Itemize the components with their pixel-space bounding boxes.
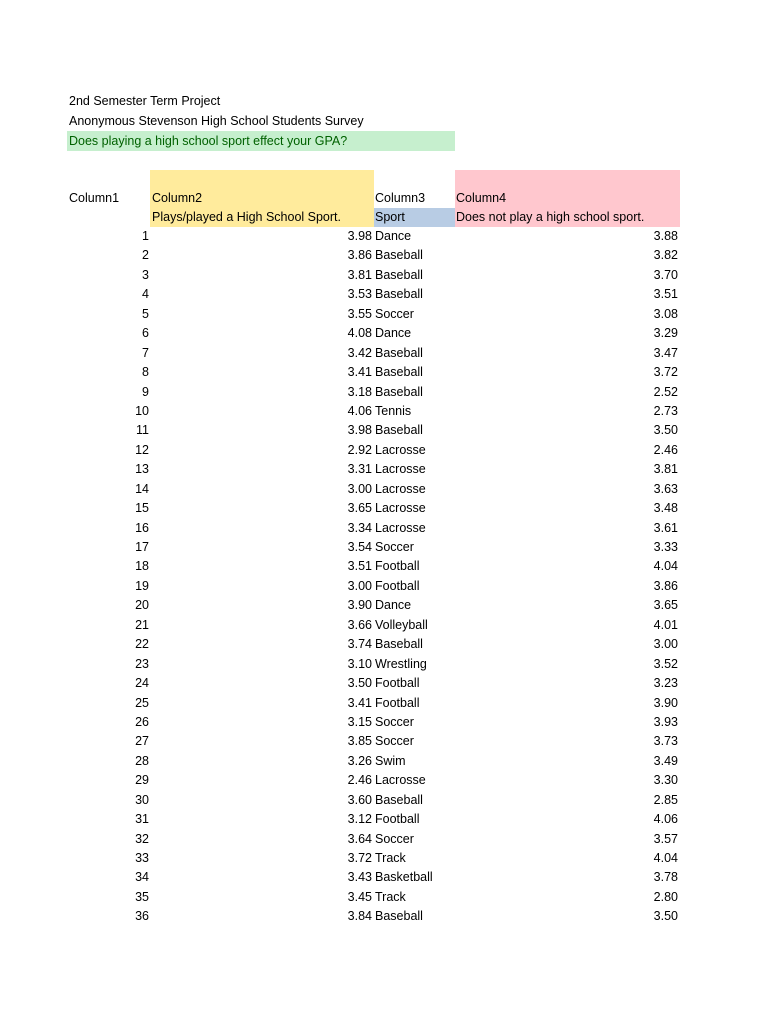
sport-name-cell[interactable]: Baseball [375, 365, 423, 380]
non-player-gpa-cell[interactable]: 3.61 [653, 520, 678, 535]
table-row [0, 577, 768, 596]
table-row [0, 480, 768, 499]
row-number-cell[interactable]: 21 [135, 617, 149, 632]
row-number-cell[interactable]: 18 [135, 559, 149, 574]
non-player-gpa-cell[interactable]: 3.47 [653, 345, 678, 360]
sport-player-gpa-cell[interactable]: 3.18 [347, 384, 372, 399]
non-player-gpa-cell[interactable]: 3.23 [653, 676, 678, 691]
sport-player-gpa-cell[interactable]: 3.64 [347, 831, 372, 846]
sport-player-gpa-cell[interactable]: 3.50 [347, 676, 372, 691]
sport-name-cell[interactable]: Soccer [375, 714, 414, 729]
sport-player-gpa-cell[interactable]: 4.06 [347, 403, 372, 418]
row-number-cell[interactable]: 11 [136, 423, 149, 438]
row-number-cell[interactable]: 1 [142, 229, 149, 243]
sport-player-gpa-cell[interactable]: 3.72 [347, 851, 372, 865]
non-player-gpa-cell[interactable]: 3.78 [653, 870, 678, 885]
sport-player-gpa-cell[interactable]: 3.55 [347, 306, 372, 321]
row-number-cell[interactable]: 19 [135, 578, 149, 593]
row-number-cell[interactable]: 13 [135, 462, 149, 477]
sport-player-gpa-cell[interactable]: 3.51 [347, 559, 372, 574]
non-player-gpa-cell[interactable]: 4.06 [653, 812, 678, 827]
non-player-gpa-cell[interactable]: 3.63 [653, 481, 678, 496]
project-title: 2nd Semester Term Project [69, 94, 221, 108]
non-player-gpa-cell[interactable]: 3.81 [653, 462, 678, 477]
table-row [0, 868, 768, 887]
non-player-gpa-cell[interactable]: 3.70 [653, 267, 678, 282]
row-number-cell[interactable]: 27 [135, 734, 149, 749]
column2-header[interactable]: Column2 [152, 191, 203, 205]
sport-name-cell[interactable]: Tennis [375, 403, 412, 418]
sport-name-cell[interactable]: Baseball [375, 345, 423, 360]
non-player-gpa-cell[interactable]: 3.72 [653, 365, 678, 380]
row-number-cell[interactable]: 2 [142, 248, 149, 263]
sport-name-cell[interactable]: Baseball [375, 248, 423, 263]
row-number-cell[interactable]: 20 [135, 598, 149, 613]
non-player-gpa-cell[interactable]: 3.86 [653, 578, 678, 593]
sport-name-cell[interactable]: Dance [375, 229, 412, 243]
non-player-gpa-cell[interactable]: 3.73 [653, 734, 678, 749]
table-row [0, 344, 768, 363]
sport-name-cell[interactable]: Baseball [375, 637, 423, 652]
row-number-cell[interactable]: 8 [142, 365, 149, 380]
table-row [0, 810, 768, 829]
survey-title: Anonymous Stevenson High School Students Survey [69, 114, 364, 128]
column4-header[interactable]: Column4 [456, 191, 507, 205]
non-player-gpa-cell[interactable]: 3.49 [653, 753, 678, 768]
table-row [0, 557, 768, 576]
sport-player-gpa-cell[interactable]: 2.46 [347, 773, 372, 788]
column3-description: Sport [375, 210, 405, 224]
row-number-cell[interactable]: 24 [135, 676, 149, 691]
non-player-gpa-cell[interactable]: 4.04 [653, 559, 678, 574]
non-player-gpa-cell[interactable]: 2.46 [653, 442, 678, 457]
non-player-gpa-cell[interactable]: 3.57 [653, 831, 678, 846]
non-player-gpa-cell[interactable]: 2.52 [653, 384, 678, 399]
sport-name-cell[interactable]: Lacrosse [375, 773, 426, 788]
non-player-gpa-cell[interactable]: 3.93 [653, 714, 678, 729]
sport-name-cell[interactable]: Lacrosse [375, 520, 426, 535]
sport-player-gpa-cell[interactable]: 3.98 [347, 423, 372, 438]
table-row [0, 538, 768, 557]
table-row [0, 752, 768, 771]
row-number-cell[interactable]: 35 [135, 889, 149, 904]
sport-player-gpa-cell[interactable]: 3.41 [347, 365, 372, 380]
row-number-cell[interactable]: 36 [135, 909, 149, 924]
table-row [0, 383, 768, 402]
row-number-cell[interactable]: 30 [135, 792, 149, 807]
sport-player-gpa-cell[interactable]: 3.31 [347, 462, 372, 477]
row-number-cell[interactable]: 14 [135, 481, 149, 496]
sport-player-gpa-cell[interactable]: 3.85 [347, 734, 372, 749]
table-row [0, 305, 768, 324]
table-row [0, 402, 768, 421]
sport-name-cell[interactable]: Baseball [375, 287, 423, 302]
sport-name-cell[interactable]: Soccer [375, 734, 414, 749]
table-row [0, 499, 768, 518]
table-row [0, 363, 768, 382]
table-row [0, 616, 768, 635]
table-row [0, 460, 768, 479]
table-row [0, 227, 768, 246]
row-number-cell[interactable]: 6 [142, 326, 149, 341]
table-row [0, 907, 768, 926]
row-number-cell[interactable]: 15 [135, 501, 149, 516]
row-number-cell[interactable]: 29 [135, 773, 149, 788]
sport-player-gpa-cell[interactable]: 3.98 [347, 229, 372, 243]
sport-name-cell[interactable]: Dance [375, 326, 412, 341]
non-player-gpa-cell[interactable]: 3.08 [653, 306, 678, 321]
non-player-gpa-cell[interactable]: 3.51 [653, 287, 678, 302]
sport-name-cell[interactable]: Baseball [375, 423, 423, 438]
table-row [0, 441, 768, 460]
sport-name-cell[interactable]: Soccer [375, 831, 414, 846]
sport-name-cell[interactable]: Dance [375, 598, 412, 613]
non-player-gpa-cell[interactable]: 3.50 [653, 423, 678, 438]
table-row [0, 830, 768, 849]
sport-name-cell[interactable]: Baseball [375, 792, 423, 807]
row-number-cell[interactable]: 9 [142, 384, 149, 399]
non-player-gpa-cell[interactable]: 3.88 [653, 229, 678, 243]
sport-name-cell[interactable]: Soccer [375, 306, 414, 321]
sport-name-cell[interactable]: Lacrosse [375, 501, 426, 516]
research-question: Does playing a high school sport effect your GPA? [69, 134, 348, 148]
sport-player-gpa-cell[interactable]: 3.54 [347, 540, 372, 554]
sport-name-cell[interactable]: Football [375, 695, 420, 710]
row-number-cell[interactable]: 10 [135, 403, 149, 418]
sport-player-gpa-cell[interactable]: 4.08 [347, 326, 372, 341]
sport-name-cell[interactable]: Baseball [375, 909, 423, 924]
row-number-cell[interactable]: 25 [135, 695, 149, 710]
non-player-gpa-cell[interactable]: 2.85 [653, 792, 678, 807]
table-row [0, 246, 768, 265]
table-row [0, 655, 768, 674]
sport-player-gpa-cell[interactable]: 3.00 [347, 578, 372, 593]
non-player-gpa-cell[interactable]: 3.33 [653, 540, 678, 554]
row-number-cell[interactable]: 7 [142, 345, 149, 360]
sport-name-cell[interactable]: Volleyball [375, 617, 428, 632]
sport-name-cell[interactable]: Football [375, 578, 420, 593]
table-row [0, 732, 768, 751]
sport-name-cell[interactable]: Swim [375, 753, 406, 768]
non-player-gpa-cell[interactable]: 2.80 [653, 889, 678, 904]
column2-description: Plays/played a High School Sport. [152, 210, 341, 224]
non-player-gpa-cell[interactable]: 4.04 [653, 851, 678, 865]
table-row [0, 266, 768, 285]
sport-player-gpa-cell[interactable]: 3.66 [347, 617, 372, 632]
non-player-gpa-cell[interactable]: 3.50 [653, 909, 678, 924]
row-number-cell[interactable]: 16 [135, 520, 149, 535]
sport-player-gpa-cell[interactable]: 3.84 [347, 909, 372, 924]
non-player-gpa-cell[interactable]: 3.90 [653, 695, 678, 710]
sport-name-cell[interactable]: Track [375, 851, 406, 865]
table-row [0, 635, 768, 654]
sport-name-cell[interactable]: Lacrosse [375, 481, 426, 496]
table-row [0, 713, 768, 732]
table-row [0, 694, 768, 713]
data-table-body [0, 227, 768, 927]
row-number-cell[interactable]: 3 [142, 267, 149, 282]
table-row [0, 596, 768, 615]
row-number-cell[interactable]: 22 [135, 637, 149, 652]
row-number-cell[interactable]: 32 [135, 831, 149, 846]
sport-player-gpa-cell[interactable]: 3.45 [347, 889, 372, 904]
sport-player-gpa-cell[interactable]: 3.90 [347, 598, 372, 613]
row-number-cell[interactable]: 34 [135, 870, 149, 885]
sport-player-gpa-cell[interactable]: 3.10 [347, 656, 372, 671]
non-player-gpa-cell[interactable]: 3.30 [653, 773, 678, 788]
non-player-gpa-cell[interactable]: 3.65 [653, 598, 678, 613]
row-number-cell[interactable]: 17 [135, 540, 149, 554]
table-row [0, 771, 768, 790]
sport-name-cell[interactable]: Football [375, 812, 420, 827]
sport-name-cell[interactable]: Soccer [375, 540, 414, 554]
sport-name-cell[interactable]: Football [375, 676, 420, 691]
non-player-gpa-cell[interactable]: 2.73 [653, 403, 678, 418]
non-player-gpa-cell[interactable]: 3.00 [653, 637, 678, 652]
sport-player-gpa-cell[interactable]: 3.34 [347, 520, 372, 535]
table-row [0, 421, 768, 440]
sport-name-cell[interactable]: Baseball [375, 267, 423, 282]
row-number-cell[interactable]: 4 [142, 287, 149, 302]
non-player-gpa-cell[interactable]: 3.52 [653, 656, 678, 671]
table-row [0, 519, 768, 538]
row-number-cell[interactable]: 12 [135, 442, 149, 457]
table-row [0, 674, 768, 693]
table-row [0, 849, 768, 868]
table-row [0, 791, 768, 810]
sport-player-gpa-cell[interactable]: 3.26 [347, 753, 372, 768]
sport-name-cell[interactable]: Wrestling [375, 656, 427, 671]
sport-name-cell[interactable]: Football [375, 559, 420, 574]
sport-name-cell[interactable]: Track [375, 889, 406, 904]
sport-name-cell[interactable]: Lacrosse [375, 462, 426, 477]
sport-player-gpa-cell[interactable]: 3.12 [347, 812, 372, 827]
column3-header[interactable]: Column3 [375, 191, 426, 205]
sport-name-cell[interactable]: Basketball [375, 870, 433, 885]
row-number-cell[interactable]: 28 [135, 753, 149, 768]
row-number-cell[interactable]: 33 [135, 851, 149, 865]
sport-player-gpa-cell[interactable]: 3.15 [347, 714, 372, 729]
row-number-cell[interactable]: 31 [135, 812, 149, 827]
sport-player-gpa-cell[interactable]: 3.42 [347, 345, 372, 360]
sport-player-gpa-cell[interactable]: 3.53 [347, 287, 372, 302]
table-row [0, 324, 768, 343]
non-player-gpa-cell[interactable]: 3.48 [653, 501, 678, 516]
sport-name-cell[interactable]: Baseball [375, 384, 423, 399]
row-number-cell[interactable]: 23 [135, 656, 149, 671]
sport-player-gpa-cell[interactable]: 3.81 [347, 267, 372, 282]
non-player-gpa-cell[interactable]: 3.82 [653, 248, 678, 263]
column4-description: Does not play a high school sport. [456, 210, 645, 224]
sport-player-gpa-cell[interactable]: 3.86 [347, 248, 372, 263]
sport-player-gpa-cell[interactable]: 3.74 [347, 637, 372, 652]
table-row [0, 285, 768, 304]
sport-player-gpa-cell[interactable]: 2.92 [347, 442, 372, 457]
column1-header[interactable]: Column1 [69, 191, 120, 205]
sport-player-gpa-cell[interactable]: 3.00 [347, 481, 372, 496]
sport-player-gpa-cell[interactable]: 3.60 [347, 792, 372, 807]
non-player-gpa-cell[interactable]: 4.01 [653, 617, 678, 632]
sport-player-gpa-cell[interactable]: 3.65 [347, 501, 372, 516]
row-number-cell[interactable]: 26 [135, 714, 149, 729]
table-row [0, 888, 768, 907]
non-player-gpa-cell[interactable]: 3.29 [653, 326, 678, 341]
row-number-cell[interactable]: 5 [142, 306, 149, 321]
sport-name-cell[interactable]: Lacrosse [375, 442, 426, 457]
sport-player-gpa-cell[interactable]: 3.43 [347, 870, 372, 885]
sport-player-gpa-cell[interactable]: 3.41 [347, 695, 372, 710]
